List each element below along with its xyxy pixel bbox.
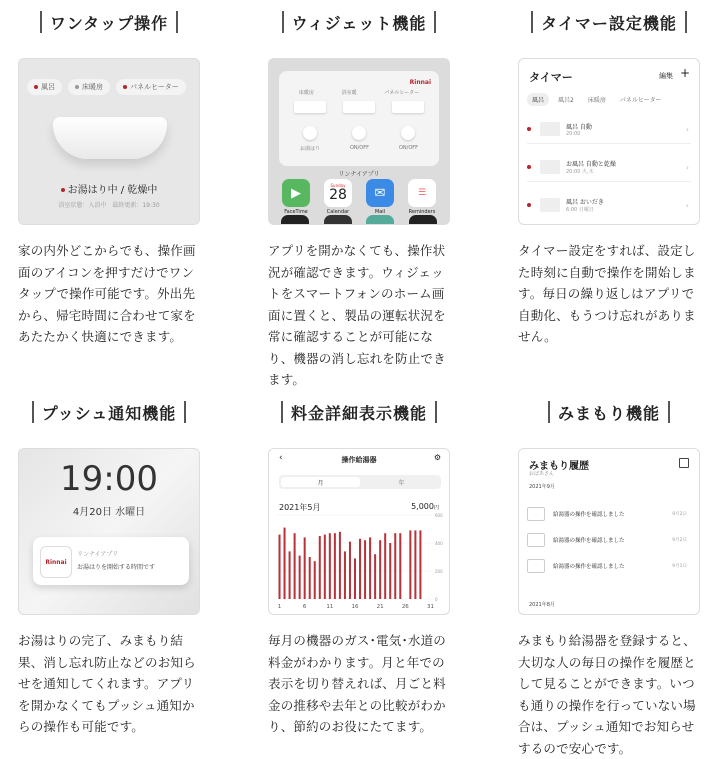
widget-button-label: お湯はり <box>299 146 320 152</box>
timer-row: お風呂 自動と乾燥 20:00 火,木 › <box>527 153 691 182</box>
title-divider-right <box>176 11 178 33</box>
feature-title-text: ウィジェット機能 <box>291 13 427 33</box>
feature-title-text: 料金詳細表示機能 <box>290 403 427 423</box>
chart-bar <box>399 533 401 599</box>
push-screenshot <box>18 448 200 615</box>
timer-row: 風呂 自動 20:00 › <box>527 115 691 144</box>
timer-row: 風呂 おいだき 6:00 日曜日 › <box>527 191 691 219</box>
rinnai-logo: Rinnai <box>409 79 431 86</box>
cost-bar-chart <box>269 513 449 613</box>
x-tick-label: 6 <box>302 604 307 610</box>
feature-card-mimamori <box>518 398 700 756</box>
app-icon-row-partial <box>281 215 437 225</box>
chart-bar <box>369 537 371 599</box>
bath-status: お湯はり中 / 乾燥中 <box>19 181 199 196</box>
y-tick-label: 200 <box>435 569 443 574</box>
history-row: 給湯器の操作を確認しました 9月1日 <box>527 555 691 577</box>
chevron-right-icon: › <box>685 124 689 134</box>
feature-card-onetap <box>18 8 200 344</box>
title-divider-right <box>685 11 687 33</box>
title-divider-right <box>668 401 670 423</box>
feature-description: アプリを開かなくても、操作状況が確認できます。ウィジェットをスマートフォンのホーム画面に置くと、製品の運転状況を常に確認することが可能になり、機器の消し忘れを防止できます。 <box>268 243 446 387</box>
chart-bar <box>364 540 366 599</box>
device-thumb <box>294 101 326 113</box>
cost-screen-title: 操作給湯器 <box>341 456 377 464</box>
feature-description: お湯はりの完了、みまもり結果、消し忘れ防止などのお知らせを通知してくれます。アプリを開かなくてもプッシュ通知からの操作も可能です。 <box>18 633 196 734</box>
tab-bath2: 風呂2 <box>558 97 574 104</box>
reminders-icon: ☰ Reminders <box>407 179 437 215</box>
calendar-icon <box>679 458 689 468</box>
chart-bar <box>319 536 321 599</box>
chevron-right-icon: › <box>685 162 689 172</box>
cost-month: 2021年5月 <box>279 503 321 512</box>
feature-title-text: ワンタップ操作 <box>49 13 169 33</box>
lock-screen-time: 19:00 <box>60 459 158 499</box>
chart-bar <box>334 533 336 599</box>
widget-app-name: リンナイアプリ <box>338 171 380 178</box>
facetime-icon: ▶ FaceTime <box>281 179 311 215</box>
timer-heading: タイマー <box>529 71 573 84</box>
history-month: 2021年8月 <box>529 602 555 608</box>
water-heater-icon <box>527 533 545 547</box>
x-tick-label: 31 <box>426 604 434 610</box>
tab-year: 年 <box>398 479 405 487</box>
onetap-screenshot <box>18 58 200 225</box>
bathtub-image <box>53 117 167 159</box>
feature-title <box>518 398 700 426</box>
widget-label: 床暖房 <box>298 90 314 96</box>
feature-title-text: プッシュ通知機能 <box>41 403 177 423</box>
feature-card-widget <box>268 8 450 387</box>
device-thumb <box>343 101 375 113</box>
chart-bar <box>389 543 391 599</box>
lock-screen-date: 4月20日 水曜日 <box>72 507 146 518</box>
feature-card-timer <box>518 8 700 344</box>
chart-bar <box>359 539 361 599</box>
feature-description: みまもり給湯器を登録すると、大切な人の毎日の操作を履歴として見ることができます。いつも通りの操作を行っていない場合は、プッシュ通知でお知らせするので安心です。 <box>518 633 696 756</box>
widget-bath-button <box>303 126 317 140</box>
timer-screenshot <box>518 58 700 225</box>
x-tick-label: 1 <box>277 604 282 610</box>
x-tick-label: 21 <box>376 604 384 610</box>
cost-total: 5,000円 <box>411 502 439 511</box>
device-thumb <box>392 101 424 113</box>
notification-message: お湯はりを開始する時間です <box>77 564 156 571</box>
chart-bar <box>324 535 326 599</box>
chart-bar <box>379 540 381 599</box>
tab-floor-heating: 床暖房 <box>587 97 606 104</box>
feature-title-text: タイマー設定機能 <box>541 13 677 33</box>
title-divider-right <box>434 11 436 33</box>
chart-bar <box>294 533 296 599</box>
widget-label: 浴室暖 <box>341 90 357 96</box>
chart-bar <box>329 533 331 599</box>
widget-screenshot <box>268 58 450 225</box>
tab-bath: 風呂 <box>527 93 549 106</box>
chart-bar <box>304 537 306 599</box>
feature-title-text: みまもり機能 <box>557 403 660 423</box>
chart-bar <box>419 530 421 599</box>
widget-label: パネルヒーター <box>384 90 420 96</box>
tab-month: 月 <box>281 477 360 487</box>
water-heater-icon <box>527 559 545 573</box>
chart-bar <box>279 535 281 599</box>
feature-card-push <box>18 398 200 734</box>
x-tick-label: 26 <box>401 604 409 610</box>
history-row: 給湯器の操作を確認しました 9月2日 <box>527 529 691 551</box>
chart-bar <box>409 530 411 599</box>
history-row: 給湯器の操作を確認しました 9月2日 <box>527 503 691 525</box>
feature-title <box>268 8 450 36</box>
chart-bar <box>309 557 311 599</box>
mimamori-subject: おばあさん <box>529 471 555 477</box>
chart-bar <box>384 533 386 599</box>
chip-panel-heater: パネルヒーター <box>116 79 186 95</box>
notification-app: リンナイアプリ <box>77 551 119 558</box>
widget-power-button <box>352 126 366 140</box>
mimamori-heading: みまもり履歴 <box>529 461 589 472</box>
chart-bar <box>394 533 396 599</box>
widget-button-label: ON/OFF <box>349 145 369 151</box>
feature-description: タイマー設定をすれば、設定した時刻に自動で操作を開始します。毎日の繰り返しはアプリで自動化、もうつけ忘れがありません。 <box>518 243 696 344</box>
chip-bath: 風呂 <box>27 79 62 95</box>
chip-floor-heating: 床暖房 <box>68 79 110 95</box>
widget-button-label: ON/OFF <box>398 145 419 151</box>
title-divider-right <box>435 401 437 423</box>
feature-card-cost <box>268 398 450 734</box>
widget-power-button <box>401 126 415 140</box>
chart-bar <box>314 561 316 599</box>
cost-screenshot <box>268 448 450 615</box>
y-tick-label: 400 <box>435 541 443 546</box>
chart-bar <box>339 532 341 599</box>
title-divider-right <box>184 401 186 423</box>
chart-bar <box>284 528 286 599</box>
add-icon: + <box>679 66 690 80</box>
feature-title <box>518 8 700 36</box>
back-icon: ‹ <box>279 453 283 463</box>
x-tick-label: 16 <box>351 604 359 610</box>
feature-title <box>268 398 450 426</box>
water-heater-icon <box>527 507 545 521</box>
bath-status-sub: 浴室状態：入浴中 最終更新：19:30 <box>58 202 160 209</box>
chart-bar <box>299 556 301 599</box>
y-tick-label: 0 <box>435 597 438 602</box>
edit-button: 編集 <box>659 72 673 80</box>
history-month: 2021年9月 <box>529 484 555 490</box>
mail-icon: ✉ Mail <box>365 179 395 215</box>
chart-bar <box>414 530 416 599</box>
chart-bar <box>289 551 291 599</box>
calendar-icon: Sunday 28 Calendar <box>323 179 353 215</box>
chart-bar <box>344 551 346 599</box>
feature-title <box>18 398 200 426</box>
chart-bar <box>374 554 376 599</box>
push-notification <box>33 537 189 585</box>
home-widget <box>279 71 439 166</box>
feature-description: 毎月の機器のガス･電気･水道の料金がわかります。月と年での表示を切り替えれば、月ごと料金の推移や去年との比較がわかり、節約のお役にたてます。 <box>268 633 447 734</box>
chart-bar <box>354 558 356 599</box>
feature-title <box>18 8 200 36</box>
feature-description: 家の内外どこからでも、操作画面のアイコンを押すだけでワンタップで操作可能です。外出先から、帰宅時間に合わせて家をあたたかく快適にできます。 <box>18 243 196 344</box>
chart-bar <box>349 542 351 599</box>
rinnai-app-icon: Rinnai <box>40 546 72 578</box>
x-tick-label: 11 <box>326 604 334 610</box>
tab-panel-heater: パネルヒーター <box>619 97 662 104</box>
chevron-right-icon: › <box>685 200 689 210</box>
mimamori-screenshot <box>518 448 700 615</box>
y-tick-label: 600 <box>435 513 443 518</box>
gear-icon: ⚙ <box>433 453 441 462</box>
